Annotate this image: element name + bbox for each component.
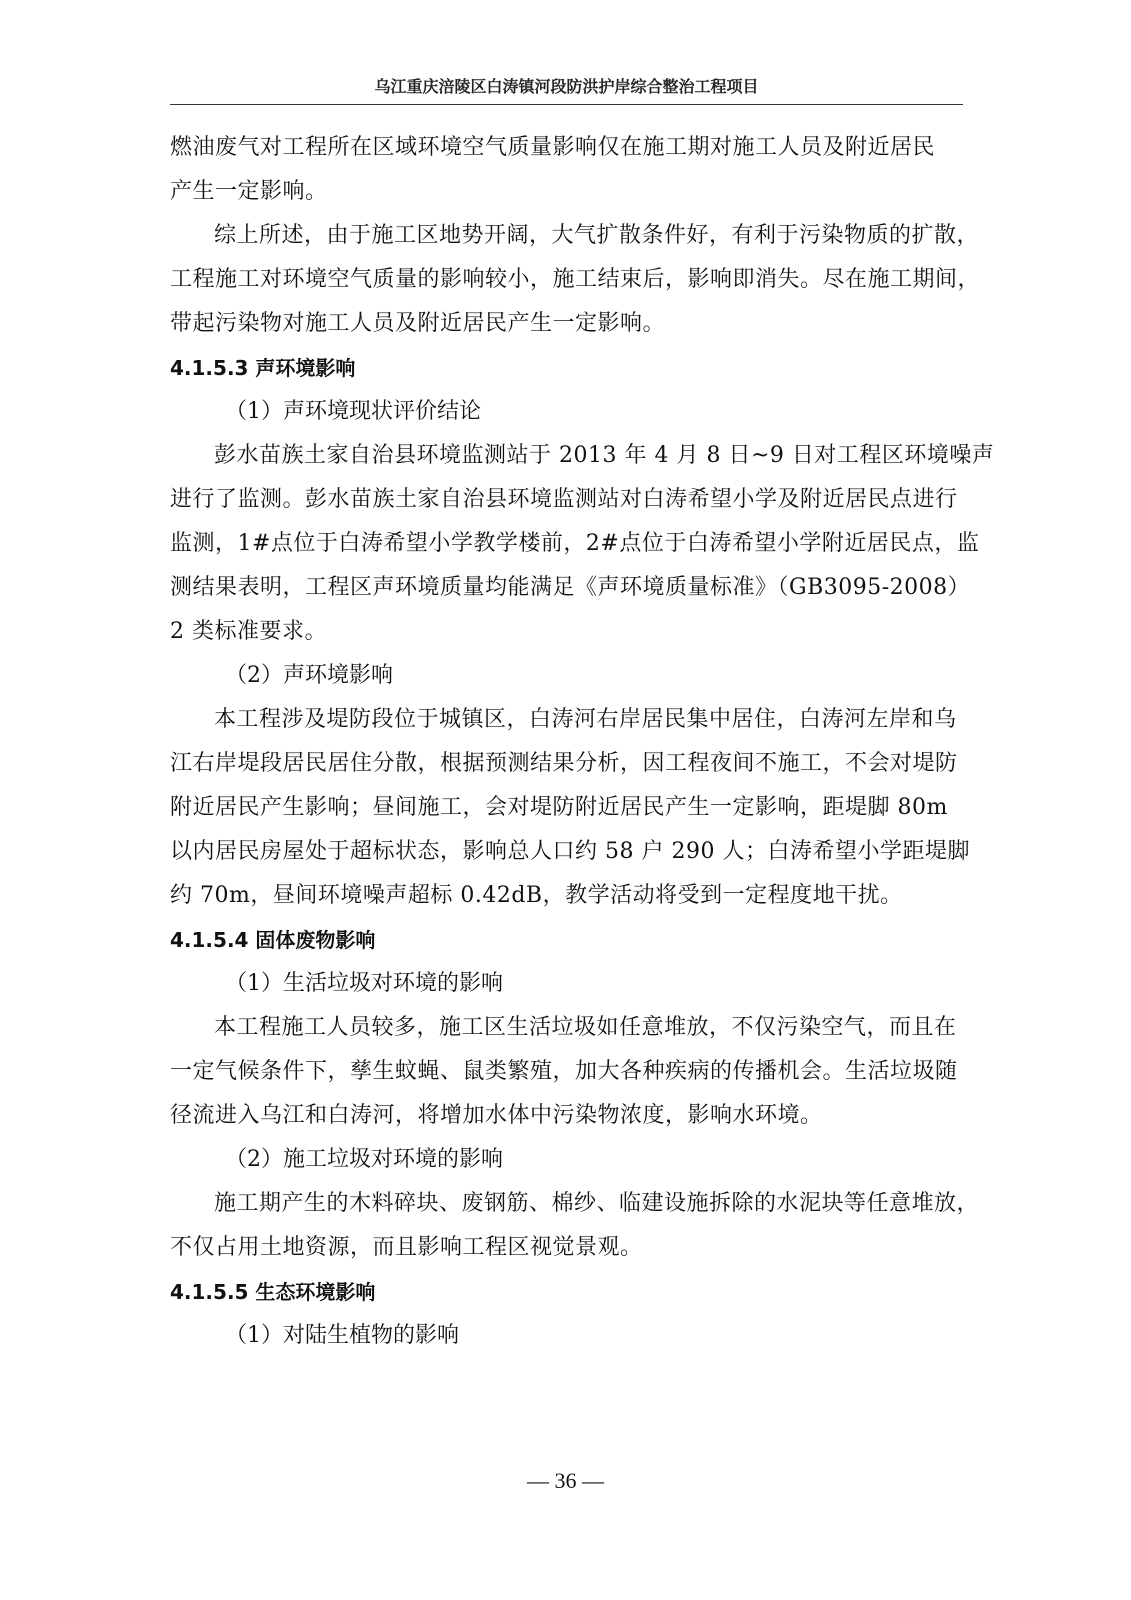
text-line: 一定气候条件下，孳生蚊蝇、鼠类繁殖，加大各种疾病的传播机会。生活垃圾随 [170, 1059, 958, 1084]
subsection-label: （2）声环境影响 [225, 663, 393, 688]
text-line: 径流进入乌江和白涛河，将增加水体中污染物浓度，影响水环境。 [170, 1103, 823, 1128]
text-line: 江右岸堤段居民居住分散，根据预测结果分析，因工程夜间不施工，不会对堤防 [170, 751, 958, 776]
text-line: 约 70m，昼间环境噪声超标 0.42dB，教学活动将受到一定程度地干扰。 [170, 883, 903, 908]
text-line: 带起污染物对施工人员及附近居民产生一定影响。 [170, 311, 666, 336]
text-line: 进行了监测。彭水苗族土家自治县环境监测站对白涛希望小学及附近居民点进行 [170, 487, 958, 512]
page-header-title: 乌江重庆涪陵区白涛镇河段防洪护岸综合整治工程项目 [374, 77, 759, 96]
text-line: 2 类标准要求。 [170, 619, 327, 644]
subsection-label: （1）生活垃圾对环境的影响 [225, 971, 503, 996]
text-line: 工程施工对环境空气质量的影响较小，施工结束后，影响即消失。尽在施工期间， [170, 267, 981, 292]
text-line: 本工程施工人员较多，施工区生活垃圾如任意堆放，不仅污染空气，而且在 [214, 1015, 957, 1040]
subsection-label: （1）声环境现状评价结论 [225, 399, 481, 424]
page-number: — 36 — [527, 1468, 604, 1493]
text-line: 产生一定影响。 [170, 179, 328, 204]
text-line: 彭水苗族土家自治县环境监测站于 2013 年 4 月 8 日~9 日对工程区环境噪声 [214, 443, 995, 468]
text-line: 本工程涉及堤防段位于城镇区，白涛河右岸居民集中居住，白涛河左岸和乌 [214, 707, 957, 732]
text-line: 不仅占用土地资源，而且影响工程区视觉景观。 [170, 1235, 643, 1260]
document-body [170, 126, 995, 1358]
section-heading: 4.1.5.4 固体废物影响 [170, 928, 376, 952]
text-line: 以内居民房屋处于超标状态，影响总人口约 58 户 290 人；白涛希望小学距堤脚 [170, 839, 970, 864]
text-line: 监测，1#点位于白涛希望小学教学楼前，2#点位于白涛希望小学附近居民点，监 [170, 531, 980, 556]
text-line: 附近居民产生影响；昼间施工，会对堤防附近居民产生一定影响，距堤脚 80m [170, 795, 948, 820]
subsection-label: （2）施工垃圾对环境的影响 [225, 1147, 503, 1172]
section-heading: 4.1.5.5 生态环境影响 [170, 1280, 376, 1304]
header-divider [170, 104, 963, 105]
text-line: 综上所述，由于施工区地势开阔，大气扩散条件好，有利于污染物质的扩散， [214, 223, 980, 248]
section-heading: 4.1.5.3 声环境影响 [170, 356, 356, 380]
subsection-label: （1）对陆生植物的影响 [225, 1323, 459, 1348]
text-line: 施工期产生的木料碎块、废钢筋、棉纱、临建设施拆除的水泥块等任意堆放， [214, 1191, 980, 1216]
text-line: 燃油废气对工程所在区域环境空气质量影响仅在施工期对施工人员及附近居民 [170, 135, 936, 160]
text-line: 测结果表明，工程区声环境质量均能满足《声环境质量标准》（GB3095-2008） [170, 575, 971, 600]
